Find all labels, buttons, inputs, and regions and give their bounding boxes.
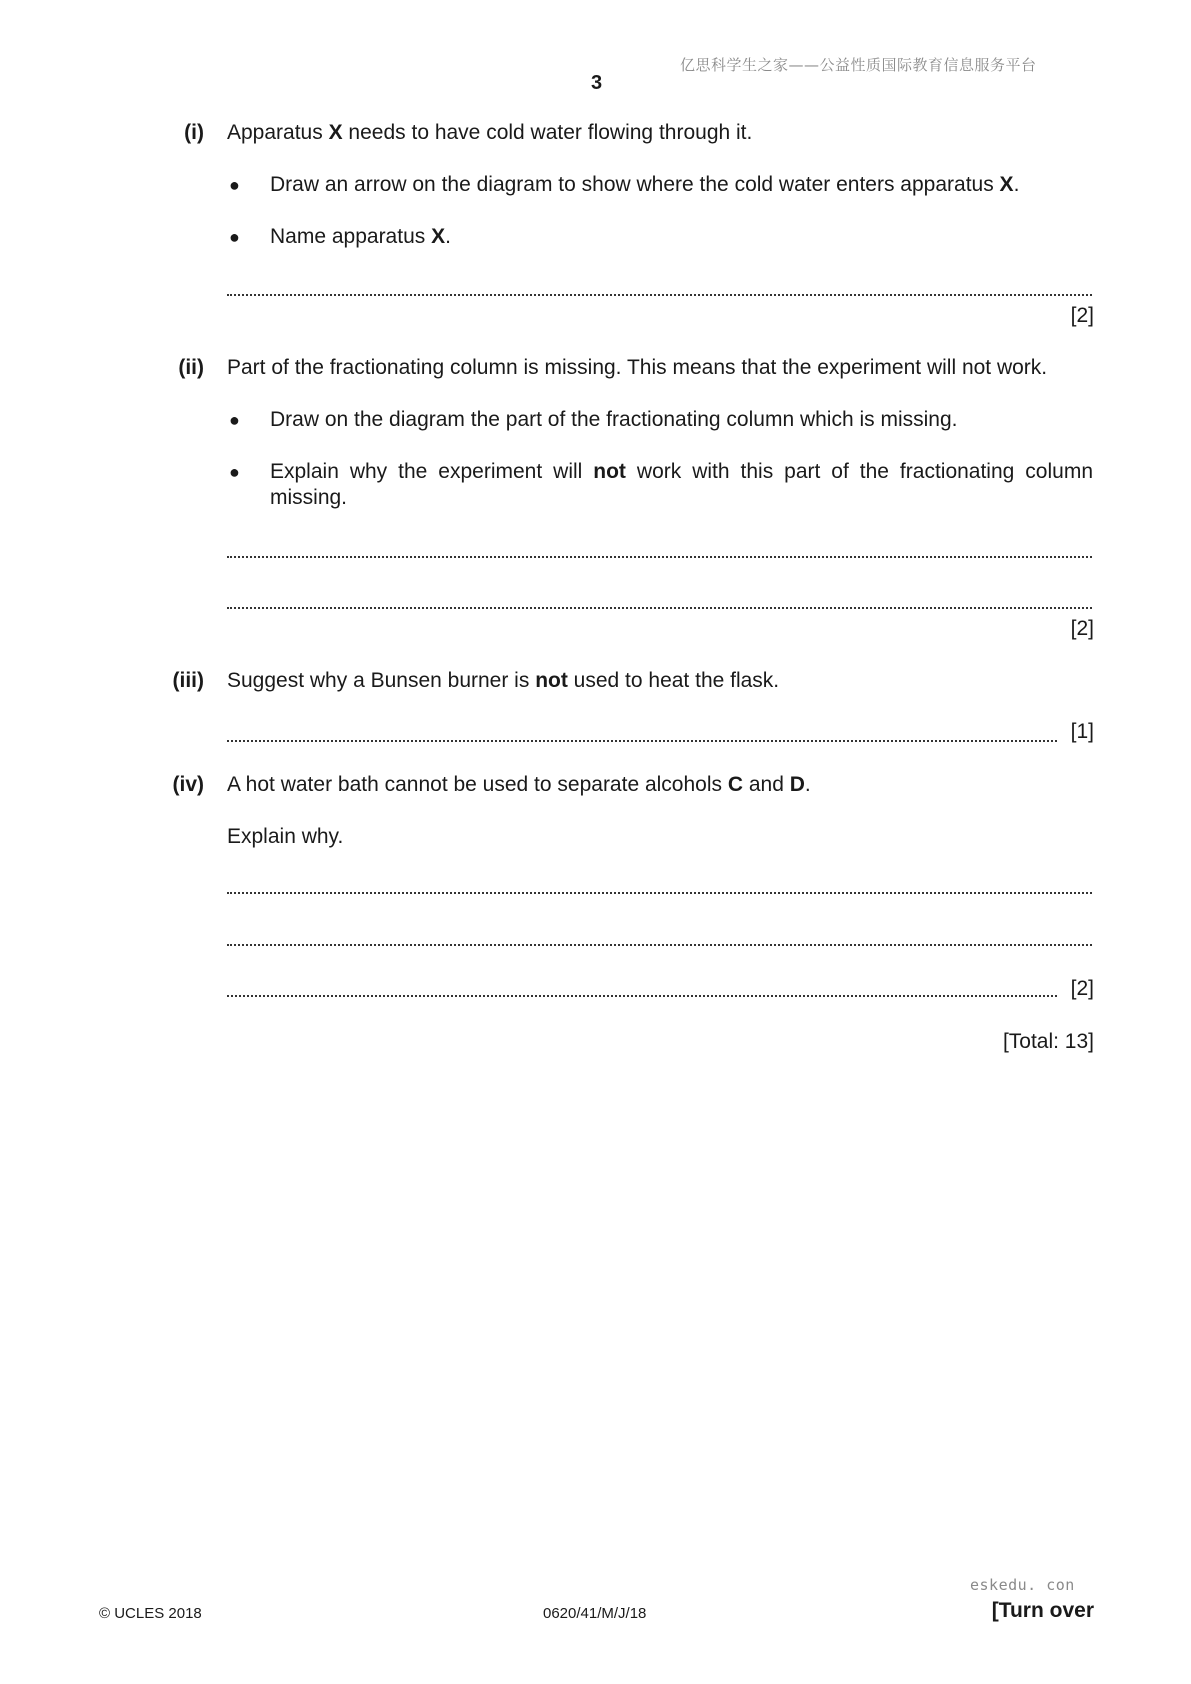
- footer-copyright: © UCLES 2018: [99, 1605, 202, 1622]
- mark-allocation: [2]: [1070, 617, 1094, 640]
- answer-line[interactable]: [227, 991, 1057, 997]
- answer-line[interactable]: [227, 290, 1092, 296]
- page-number: 3: [591, 72, 603, 94]
- turn-over-label: [Turn over: [991, 1599, 1094, 1622]
- mark-allocation: [1]: [1070, 720, 1094, 743]
- answer-line[interactable]: [227, 603, 1092, 609]
- bullet-icon: ●: [229, 175, 240, 195]
- answer-line[interactable]: [227, 552, 1092, 558]
- question-text: Suggest why a Bunsen burner is not used to heat the flask.: [227, 669, 780, 692]
- bullet-icon: ●: [229, 227, 240, 247]
- answer-line[interactable]: [227, 940, 1092, 946]
- bullet-text: Explain why the experiment will not work with this part of the fractionating column missing.: [270, 460, 1093, 509]
- question-text: Apparatus X needs to have cold water flowing through it.: [227, 121, 753, 144]
- bullet-text: Name apparatus X.: [270, 225, 451, 248]
- mark-allocation: [2]: [1070, 304, 1094, 327]
- footer-watermark: eskedu. con: [970, 1576, 1075, 1594]
- answer-line[interactable]: [227, 736, 1057, 742]
- bullet-text: Draw on the diagram the part of the fractionating column which is missing.: [270, 408, 958, 431]
- bullet-text: Draw an arrow on the diagram to show where the cold water enters apparatus X.: [270, 173, 1020, 196]
- question-label: (ii): [178, 356, 204, 379]
- footer-paper-code: 0620/41/M/J/18: [543, 1605, 647, 1622]
- question-label: (i): [184, 121, 204, 144]
- bullet-icon: ●: [229, 462, 240, 482]
- question-text: Part of the fractionating column is missing. This means that the experiment will not work.: [227, 356, 1048, 379]
- question-text: Explain why.: [227, 825, 344, 848]
- question-text: A hot water bath cannot be used to separate alcohols C and D.: [227, 773, 811, 796]
- bullet-icon: ●: [229, 410, 240, 430]
- answer-line[interactable]: [227, 888, 1092, 894]
- question-label: (iii): [172, 669, 204, 692]
- header-watermark: 亿思科学生之家——公益性质国际教育信息服务平台: [680, 56, 1037, 74]
- total-marks: [Total: 13]: [1002, 1030, 1094, 1053]
- mark-allocation: [2]: [1070, 977, 1094, 1000]
- question-label: (iv): [172, 773, 204, 796]
